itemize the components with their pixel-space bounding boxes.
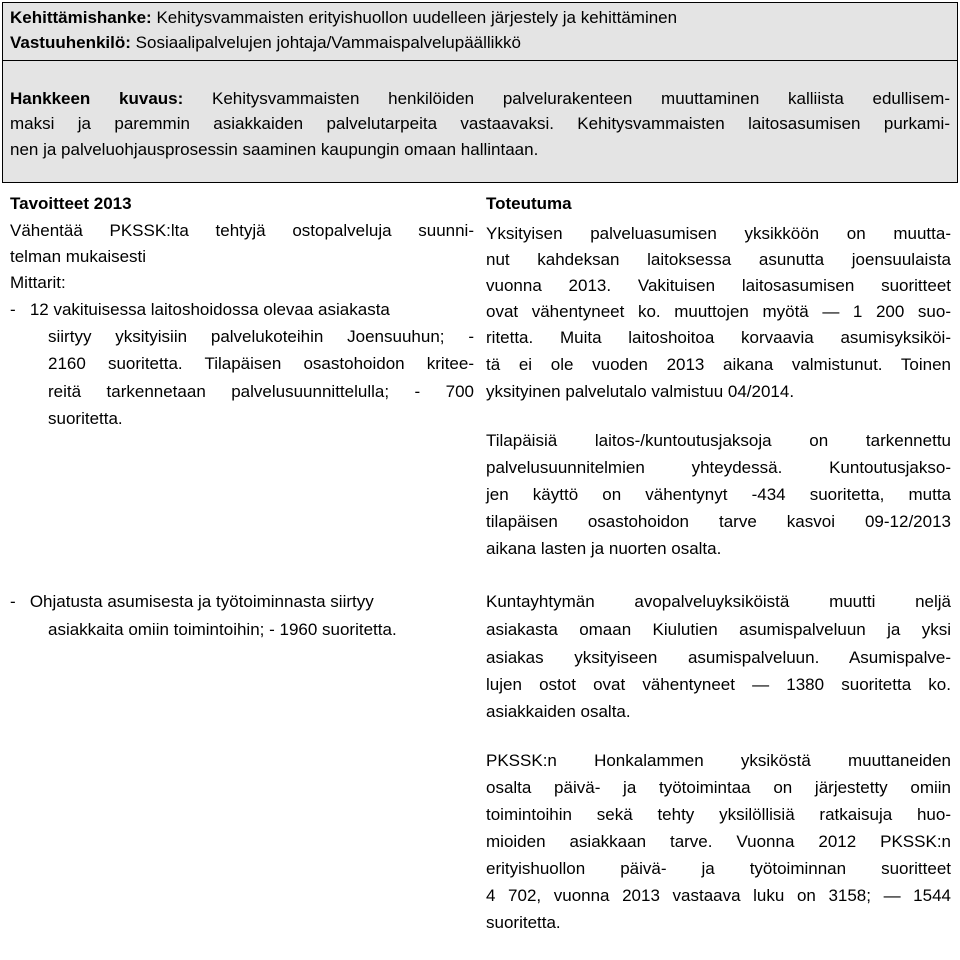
goals-line: telman mukaisesti [10, 247, 147, 266]
outcome-line: lujen ostot ovat vähentyneet — 1380 suoritetta ko. [486, 675, 951, 694]
description-text-1: Kehitysvammaisten henkilöiden palvelurakenteen muuttaminen kalliista edullisem- [212, 89, 950, 108]
goals-line: suoritetta. [48, 409, 123, 428]
outcome-line: suoritetta. [486, 913, 561, 932]
outcome-line: Yksityisen palveluasumisen yksikköön on muutta- [486, 224, 951, 243]
project-label: Kehittämishanke: [10, 8, 152, 27]
description-line-3: nen ja palveluohjausprosessin saaminen kaupungin omaan hallintaan. [10, 140, 539, 159]
goals-line: 2160 suoritetta. Tilapäisen osastohoidon kritee- [48, 354, 474, 373]
outcome-line: palvelusuunnitelmien yhteydessä. Kuntoutusjakso- [486, 458, 951, 477]
outcome-line: toimintoihin sekä tehty yksilöllisiä ratkaisuja huo- [486, 805, 951, 824]
responsible-value: Sosiaalipalvelujen johtaja/Vammaispalvelupäällikkö [135, 33, 521, 52]
outcome-line: Tilapäisiä laitos-/kuntoutusjaksoja on tarkennettu [486, 431, 951, 450]
outcome-heading: Toteutuma [486, 194, 572, 213]
goals-line: siirtyy yksityisiin palvelukoteihin Joensuuhun; - [48, 327, 474, 346]
project-line [10, 6, 677, 30]
outcome-line: asiakkaiden osalta. [486, 702, 631, 721]
outcome-line: aikana lasten ja nuorten osalta. [486, 539, 722, 558]
outcome-line: PKSSK:n Honkalammen yksiköstä muuttaneiden [486, 751, 951, 770]
goals-line: Vähentää PKSSK:lta tehtyjä ostopalveluja suunni- [10, 221, 474, 240]
description-label: Hankkeen kuvaus: [10, 89, 184, 108]
outcome-line: 4 702, vuonna 2013 vastaava luku on 3158; — 1544 [486, 886, 951, 905]
outcome-line: osalta päivä- ja työtoimintaa on järjestetty omiin [486, 778, 951, 797]
outcome-line: erityishuollon päivä- ja työtoiminnan suoritteet [486, 859, 951, 878]
outcome-line: asiakas yksityiseen asumispalveluun. Asumispalve- [486, 648, 951, 667]
outcome-line: ritetta. Muita laitoshoitoa korvaavia asumisyksiköi- [486, 328, 951, 347]
responsible-label: Vastuuhenkilö: [10, 33, 131, 52]
header-divider [2, 60, 958, 61]
outcome-line: jen käyttö on vähentynyt -434 suoritetta, mutta [486, 485, 951, 504]
outcome-line: nut kahdeksan laitoksessa asunutta joensuulaista [486, 250, 951, 269]
description-line-2: maksi ja paremmin asiakkaiden palvelutarpeita vastaavaksi. Kehitysvammaisten laitosasumisen purkami- [10, 114, 950, 133]
project-value: Kehitysvammaisten erityishuollon uudelleen järjestely ja kehittäminen [156, 8, 678, 27]
outcome-line: Kuntayhtymän avopalveluyksiköistä muutti neljä [486, 592, 951, 611]
goals-line: Mittarit: [10, 273, 66, 292]
outcome-line: tä ei ole vuoden 2013 aikana valmistunut. Toinen [486, 355, 951, 374]
responsible-line [10, 31, 521, 55]
description-line-1 [10, 87, 950, 111]
outcome-line: vuonna 2013. Vakituisen laitosasumisen suoritteet [486, 276, 951, 295]
goals-line: - 12 vakituisessa laitoshoidossa olevaa asiakasta [10, 300, 390, 319]
outcome-line: mioiden asiakkaan tarve. Vuonna 2012 PKSSK:n [486, 832, 951, 851]
outcome-line: yksityinen palvelutalo valmistuu 04/2014. [486, 382, 795, 401]
goals-heading: Tavoitteet 2013 [10, 194, 132, 213]
outcome-line: asiakasta omaan Kiulutien asumispalveluun ja yksi [486, 620, 951, 639]
outcome-line: tilapäisen osastohoidon tarve kasvoi 09-12/2013 [486, 512, 951, 531]
goals-line: asiakkaita omiin toimintoihin; - 1960 suoritetta. [48, 620, 397, 639]
outcome-line: ovat vähentyneet ko. muuttojen myötä — 1 200 suo- [486, 302, 951, 321]
goals-line: reitä tarkennetaan palvelusuunnittelulla; - 700 [48, 382, 474, 401]
goals-line: - Ohjatusta asumisesta ja työtoiminnasta siirtyy [10, 592, 374, 611]
